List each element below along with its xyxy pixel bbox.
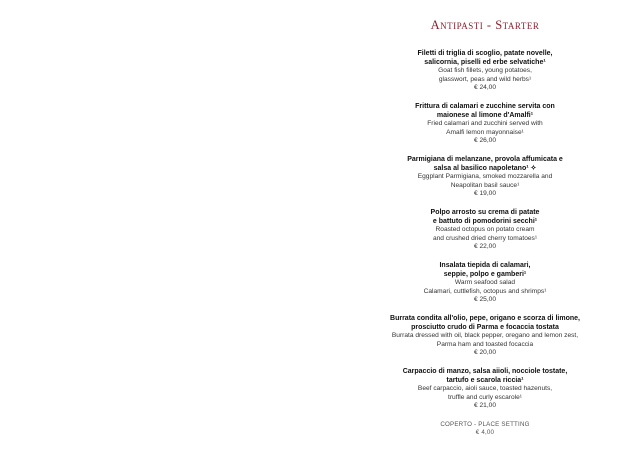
cover-charge-label: COPERTO - PLACE SETTING <box>440 421 530 428</box>
dish-item <box>385 367 585 420</box>
dish-price: € 25,00 <box>474 296 496 304</box>
dish-name: Filetti di triglia di scoglio, patate novelle, salicornia, piselli ed erbe selvatiche¹ <box>417 50 553 66</box>
dish-item <box>385 208 585 261</box>
dish-name: Frittura di calamari e zucchine servita con maionese al limone d'Amalfi¹ <box>415 103 555 119</box>
dish-description: Burrata dressed with oil, black pepper, oregano and lemon zest, Parma ham and toasted focaccia <box>391 332 579 348</box>
dish-description: Goat fish fillets, young potatoes, glasswort, peas and wild herbs¹ <box>438 67 532 83</box>
cover-charge-price: € 4,00 <box>475 429 495 436</box>
dish-price: € 19,00 <box>474 190 496 198</box>
dish-name: Parmigiana di melanzane, provola affumicata e salsa al basilico napoletano¹ ✧ <box>407 156 563 172</box>
dish-price: € 20,00 <box>474 349 496 357</box>
dish-item <box>385 49 585 102</box>
dish-description: Eggplant Parmigiana, smoked mozzarella and Neapolitan basil sauce¹ <box>417 173 553 189</box>
dish-item <box>385 155 585 208</box>
dish-name: Burrata condita all'olio, pepe, origano e scorza di limone, prosciutto crudo di Parma e focaccia tostata <box>390 315 580 331</box>
dish-name: Insalata tiepida di calamari, seppie, polpo e gamberi¹ <box>439 262 531 278</box>
dish-price: € 22,00 <box>474 243 496 251</box>
dish-item <box>385 102 585 155</box>
dish-description: Roasted octopus on potato cream and crushed dried cherry tomatoes¹ <box>432 226 538 242</box>
dish-price: € 26,00 <box>474 137 496 145</box>
dish-name: Polpo arrosto su crema di patate e battuto di pomodorini secchi¹ <box>430 209 540 225</box>
dish-price: € 21,00 <box>474 402 496 410</box>
dish-item <box>385 261 585 314</box>
dish-name: Carpaccio di manzo, salsa aiioli, nocciole tostate, tartufo e scarola riccia¹ <box>402 368 568 384</box>
cover-charge <box>385 421 585 437</box>
dish-price: € 24,00 <box>474 84 496 92</box>
menu-column <box>385 18 585 420</box>
dish-item <box>385 314 585 367</box>
menu-title: Antipasti - Starter <box>430 18 540 32</box>
dish-description: Warm seafood salad Calamari, cuttlefish, octopus and shrimps¹ <box>423 279 547 295</box>
dish-description: Fried calamari and zucchini served with Amalfi lemon mayonnaise¹ <box>427 120 543 136</box>
dish-description: Beef carpaccio, aioli sauce, toasted hazenuts, truffle and curly escarole¹ <box>417 385 553 401</box>
